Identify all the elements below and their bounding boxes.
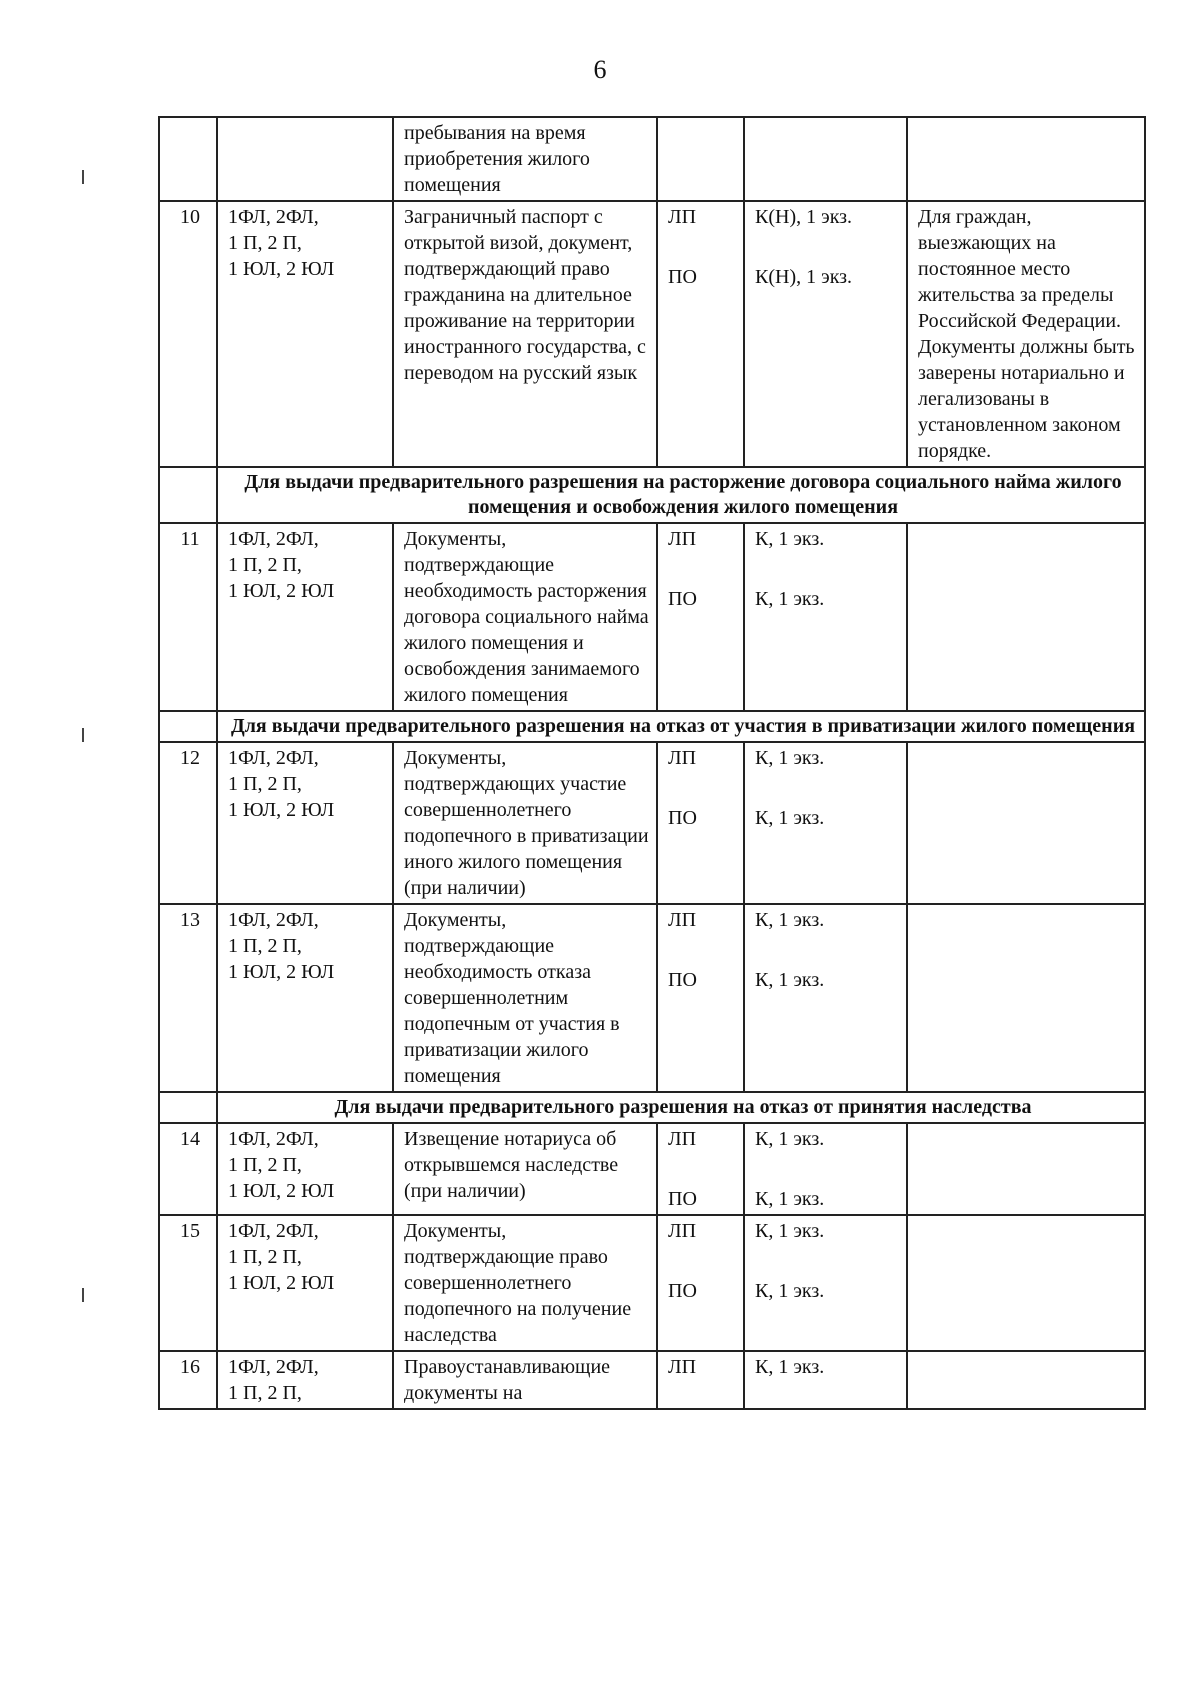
original-type: ПО (668, 588, 697, 610)
table-row (159, 1215, 1145, 1351)
note-cell: Для граждан, выезжающих на постоянное место жительства за пределы Российской Федерации. Документы должны быть заверены нотариально и легализованы в установленном законом порядке. (907, 201, 1145, 467)
original-type: ПО (668, 1188, 697, 1210)
copies-cell (744, 1215, 907, 1351)
copy-count: К, 1 экз. (755, 1356, 825, 1378)
copies-cell (744, 742, 907, 904)
copy-count: К, 1 экз. (755, 1128, 825, 1150)
original-type-cell (657, 523, 744, 711)
section-title: Для выдачи предварительного разрешения на отказ от принятия наследства (217, 1092, 1145, 1123)
line-gap (668, 1152, 737, 1186)
applicant-code: 1 П, 2 П, (228, 232, 302, 254)
section-spacer-cell (159, 467, 217, 523)
line-gap (755, 933, 900, 967)
copy-count: К, 1 экз. (755, 1220, 825, 1242)
applicants-cell (217, 742, 393, 904)
line-gap (755, 230, 900, 264)
original-type: ЛП (668, 747, 697, 769)
table-row (159, 1123, 1145, 1215)
row-number: 12 (159, 742, 217, 904)
line-gap (755, 1152, 900, 1186)
applicant-code: 1 П, 2 П, (228, 1246, 302, 1268)
copies-cell (744, 201, 907, 467)
table-row (159, 742, 1145, 904)
applicant-code: 1ФЛ, 2ФЛ, (228, 206, 319, 228)
copy-count: К, 1 экз. (755, 1280, 825, 1302)
margin-mark (82, 1288, 84, 1302)
original-type: ЛП (668, 1356, 697, 1378)
applicant-code: 1ФЛ, 2ФЛ, (228, 528, 319, 550)
row-number (159, 117, 217, 201)
row-number: 10 (159, 201, 217, 467)
original-type-cell (657, 201, 744, 467)
copies-cell (744, 1351, 907, 1409)
applicant-code: 1ФЛ, 2ФЛ, (228, 747, 319, 769)
applicant-code: 1 ЮЛ, 2 ЮЛ (228, 1180, 335, 1202)
section-title: Для выдачи предварительного разрешения на отказ от участия в приватизации жилого помещения (217, 711, 1145, 742)
line-gap (755, 552, 900, 586)
section-row (159, 467, 1145, 523)
table-row (159, 117, 1145, 201)
note-cell (907, 117, 1145, 201)
document-name: Заграничный паспорт с открытой визой, документ, подтверждающий право гражданина на длительное проживание на территории иностранного государства, с переводом на русский язык (393, 201, 657, 467)
copy-count: К, 1 экз. (755, 588, 825, 610)
document-name: Документы, подтверждающих участие совершеннолетнего подопечного в приватизации иного жилого помещения (при наличии) (393, 742, 657, 904)
applicant-code: 1 П, 2 П, (228, 935, 302, 957)
copies-cell (744, 117, 907, 201)
note-cell (907, 1351, 1145, 1409)
document-name: Документы, подтверждающие право совершеннолетнего подопечного на получение наследства (393, 1215, 657, 1351)
line-gap (668, 552, 737, 586)
original-type-cell (657, 1123, 744, 1215)
note-cell (907, 904, 1145, 1092)
table-row (159, 523, 1145, 711)
copy-count: К, 1 экз. (755, 909, 825, 931)
page-number: 6 (593, 55, 607, 84)
note-cell (907, 742, 1145, 904)
applicant-code: 1 П, 2 П, (228, 554, 302, 576)
row-number: 11 (159, 523, 217, 711)
applicants-cell (217, 201, 393, 467)
line-gap (668, 933, 737, 967)
applicants-cell (217, 1351, 393, 1409)
copy-count: К, 1 экз. (755, 807, 825, 829)
applicant-code: 1 П, 2 П, (228, 773, 302, 795)
applicants-cell (217, 904, 393, 1092)
document-name: Документы, подтверждающие необходимость отказа совершеннолетним подопечным от участия в приватизации жилого помещения (393, 904, 657, 1092)
document-name: Правоустанавливающие документы на (393, 1351, 657, 1409)
section-row (159, 1092, 1145, 1123)
original-type: ЛП (668, 528, 697, 550)
document-name: пребывания на время приобретения жилого помещения (393, 117, 657, 201)
original-type: ПО (668, 1280, 697, 1302)
line-gap (755, 1244, 900, 1278)
applicant-code: 1 ЮЛ, 2 ЮЛ (228, 799, 335, 821)
applicant-code: 1 П, 2 П, (228, 1154, 302, 1176)
original-type-cell (657, 904, 744, 1092)
note-cell (907, 1215, 1145, 1351)
table-body (159, 117, 1145, 1409)
table-row (159, 904, 1145, 1092)
original-type: ПО (668, 969, 697, 991)
line-gap (755, 771, 900, 805)
applicant-code: 1 ЮЛ, 2 ЮЛ (228, 961, 335, 983)
copy-count: К, 1 экз. (755, 747, 825, 769)
original-type-cell (657, 1215, 744, 1351)
documents-table (158, 116, 1146, 1410)
original-type: ПО (668, 807, 697, 829)
original-type-cell (657, 1351, 744, 1409)
original-type: ЛП (668, 1128, 697, 1150)
applicant-code: 1 ЮЛ, 2 ЮЛ (228, 1272, 335, 1294)
document-name: Документы, подтверждающие необходимость расторжения договора социального найма жилого помещения и освобождения занимаемого жилого помещения (393, 523, 657, 711)
original-type-cell (657, 117, 744, 201)
copy-count: К(Н), 1 экз. (755, 266, 853, 288)
applicant-code: 1 ЮЛ, 2 ЮЛ (228, 258, 335, 280)
original-type-cell (657, 742, 744, 904)
applicant-code: 1 ЮЛ, 2 ЮЛ (228, 580, 335, 602)
row-number: 13 (159, 904, 217, 1092)
applicants-cell (217, 1123, 393, 1215)
copies-cell (744, 904, 907, 1092)
line-gap (668, 230, 737, 264)
copy-count: К, 1 экз. (755, 1188, 825, 1210)
section-row (159, 711, 1145, 742)
applicant-code: 1ФЛ, 2ФЛ, (228, 909, 319, 931)
applicants-cell (217, 117, 393, 201)
applicant-code: 1ФЛ, 2ФЛ, (228, 1356, 319, 1378)
copies-cell (744, 1123, 907, 1215)
copy-count: К(Н), 1 экз. (755, 206, 853, 228)
table-row (159, 1351, 1145, 1409)
original-type: ЛП (668, 909, 697, 931)
section-spacer-cell (159, 1092, 217, 1123)
note-cell (907, 523, 1145, 711)
table-row (159, 201, 1145, 467)
original-type: ЛП (668, 1220, 697, 1242)
document-name: Извещение нотариуса об открывшемся наследстве (при наличии) (393, 1123, 657, 1215)
original-type: ПО (668, 266, 697, 288)
original-type: ЛП (668, 206, 697, 228)
section-spacer-cell (159, 711, 217, 742)
applicants-cell (217, 1215, 393, 1351)
line-gap (668, 1244, 737, 1278)
section-title: Для выдачи предварительного разрешения на расторжение договора социального найма жилого помещения и освобождения жилого помещения (217, 467, 1145, 523)
row-number: 15 (159, 1215, 217, 1351)
row-number: 16 (159, 1351, 217, 1409)
applicant-code: 1 П, 2 П, (228, 1382, 302, 1404)
copies-cell (744, 523, 907, 711)
line-gap (668, 771, 737, 805)
applicant-code: 1ФЛ, 2ФЛ, (228, 1128, 319, 1150)
copy-count: К, 1 экз. (755, 528, 825, 550)
copy-count: К, 1 экз. (755, 969, 825, 991)
applicants-cell (217, 523, 393, 711)
margin-mark (82, 728, 84, 742)
note-cell (907, 1123, 1145, 1215)
row-number: 14 (159, 1123, 217, 1215)
margin-mark (82, 170, 84, 184)
applicant-code: 1ФЛ, 2ФЛ, (228, 1220, 319, 1242)
